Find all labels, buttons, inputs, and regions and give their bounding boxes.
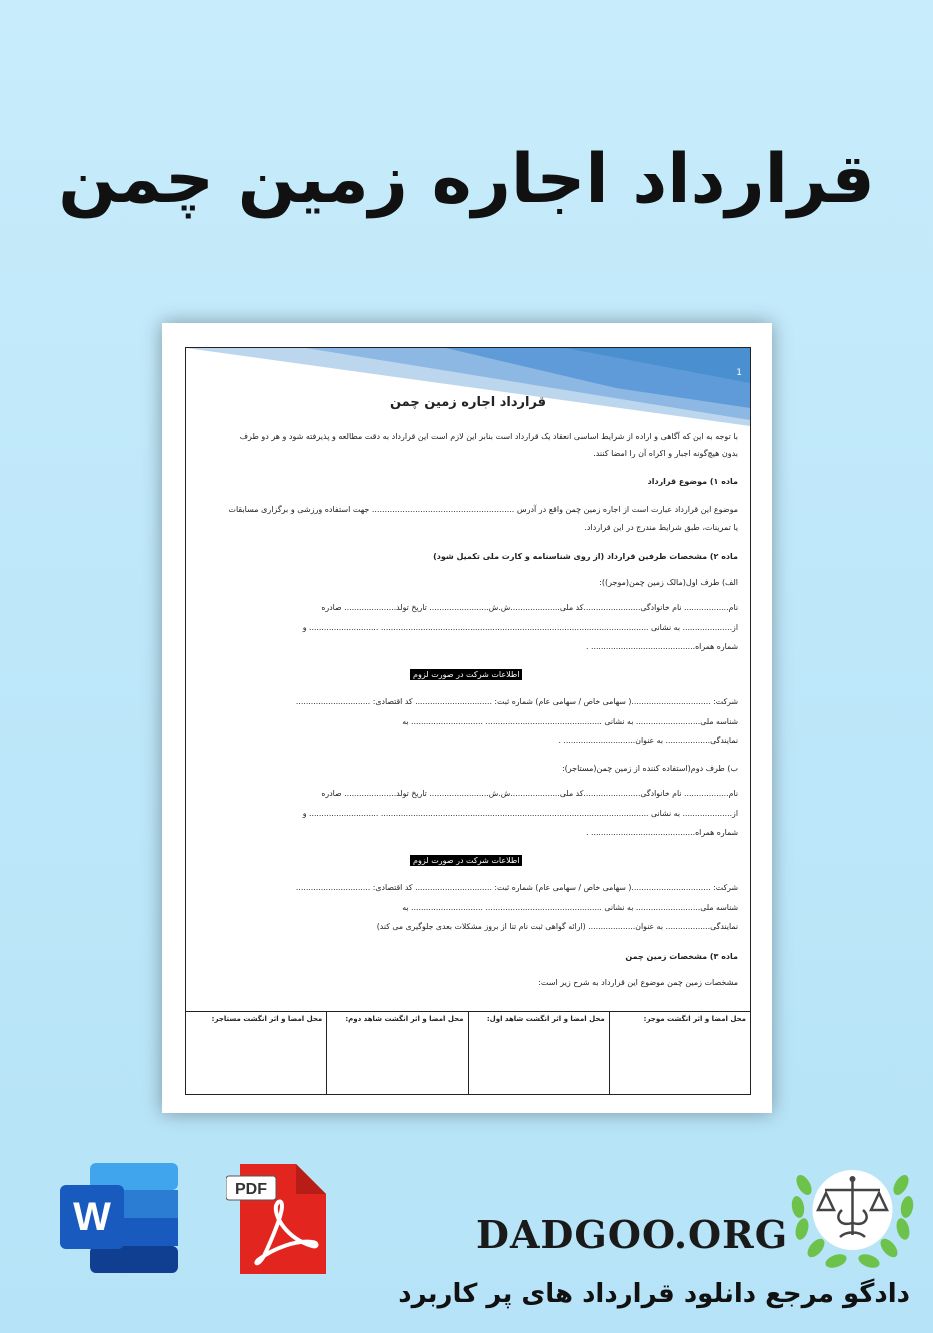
article-3-title: ماده ۳) مشخصات زمین چمن <box>625 952 738 961</box>
signature-cell-lessor: محل امضا و اثر انگشت موجر: <box>609 1012 750 1094</box>
company-2-line-2: شناسه ملی.......................... به نشانی ............................................... ............................. به <box>402 903 738 912</box>
article-1-text-2: یا تمرینات، طبق شرایط مندرج در این قرارداد. <box>584 523 738 532</box>
article-1-title: ماده ۱) موضوع قرارداد <box>647 477 738 486</box>
pdf-label: PDF <box>235 1181 267 1198</box>
header-banner <box>186 348 750 428</box>
word-icon[interactable] <box>60 1163 178 1273</box>
hero-title: قرارداد اجاره زمین چمن <box>58 140 875 219</box>
document-title: قرارداد اجاره زمین چمن <box>389 395 547 410</box>
scales-logo-icon <box>790 1155 915 1270</box>
company-2-line-1: شرکت: ................................( سهامی خاص / سهامی عام) شماره ثبت: ............................... کد اقتصادی: .............................. <box>295 883 738 892</box>
brand-tagline: دادگو مرجع دانلود قرارداد های پر کاربرد <box>398 1279 910 1309</box>
intro-line-2: بدون هیچ‌گونه اجبار و اکراه آن را امضا کنند. <box>593 449 738 458</box>
party-1-line-3: شماره همراه.......................................... . <box>586 642 738 651</box>
signature-cell-witness-1: محل امضا و اثر انگشت شاهد اول: <box>468 1012 609 1094</box>
party-1-line-2: از.................... به نشانی ............................................................................................................ ............................ و <box>302 623 738 632</box>
document-preview <box>162 323 772 1113</box>
company-1-line-3: نمایندگی.................. به عنوان............................. . <box>558 736 738 745</box>
signature-cell-lessee: محل امضا و اثر انگشت مستاجر: <box>211 1015 323 1023</box>
company-info-tag-2: اطلاعات شرکت در صورت لزوم <box>410 855 522 866</box>
party-1-title: الف) طرف اول(مالک زمین چمن(موجر)): <box>599 578 738 587</box>
signature-table <box>186 1011 750 1094</box>
company-1-line-2: شناسه ملی.......................... به نشانی ............................................... ............................. به <box>402 717 738 726</box>
company-1-line-1: شرکت: ................................( سهامی خاص / سهامی عام) شماره ثبت: ............................... کد اقتصادی: .............................. <box>295 697 738 706</box>
signature-cell-witness-2: محل امضا و اثر انگشت شاهد دوم: <box>326 1012 467 1094</box>
party-2-title: ب) طرف دوم(استفاده کننده از زمین چمن(مستاجر): <box>561 764 738 773</box>
document-frame <box>185 347 751 1095</box>
party-2-line-2: از.................... به نشانی ............................................................................................................ ............................ و <box>302 809 738 818</box>
article-2-title: ماده ۲) مشخصات طرفین قرارداد (از روی شناسنامه و کارت ملی تکمیل شود) <box>433 552 738 561</box>
party-2-line-3: شماره همراه.......................................... . <box>586 828 738 837</box>
party-1-line-1: نام.................. نام خانوادگی.......................کد ملی....................ش.ش........................ تاریخ تولد..................... صادره <box>321 603 738 612</box>
party-2-line-1: نام.................. نام خانوادگی.......................کد ملی....................ش.ش........................ تاریخ تولد..................... صادره <box>321 789 738 798</box>
pdf-icon[interactable] <box>226 1160 328 1278</box>
word-letter: W <box>73 1195 111 1239</box>
article-3-text: مشخصات زمین چمن موضوع این قرارداد به شرح زیر است: <box>538 978 738 987</box>
company-info-tag-1: اطلاعات شرکت در صورت لزوم <box>410 669 522 680</box>
article-1-text-1: موضوع این قرارداد عبارت است از اجاره زمین چمن واقع در آدرس ........................................................ جهت استفاده ورزشی و برگزاری مسابقات <box>228 505 738 514</box>
company-2-line-3: نمایندگی.................. به عنوان................... (ارائه گواهی ثبت نام تنا از بروز مشکلات بعدی جلوگیری می کند) <box>376 922 738 931</box>
intro-line-1: با توجه به این که آگاهی و اراده از شرایط اساسی انعقاد یک قرارداد است بنابر این لازم است این قرارداد به دقت مطالعه و پذیرفته شود و هر دو طرف <box>239 432 738 441</box>
page-number: 1 <box>736 368 742 378</box>
brand-site[interactable]: DADGOO.ORG <box>476 1212 789 1257</box>
